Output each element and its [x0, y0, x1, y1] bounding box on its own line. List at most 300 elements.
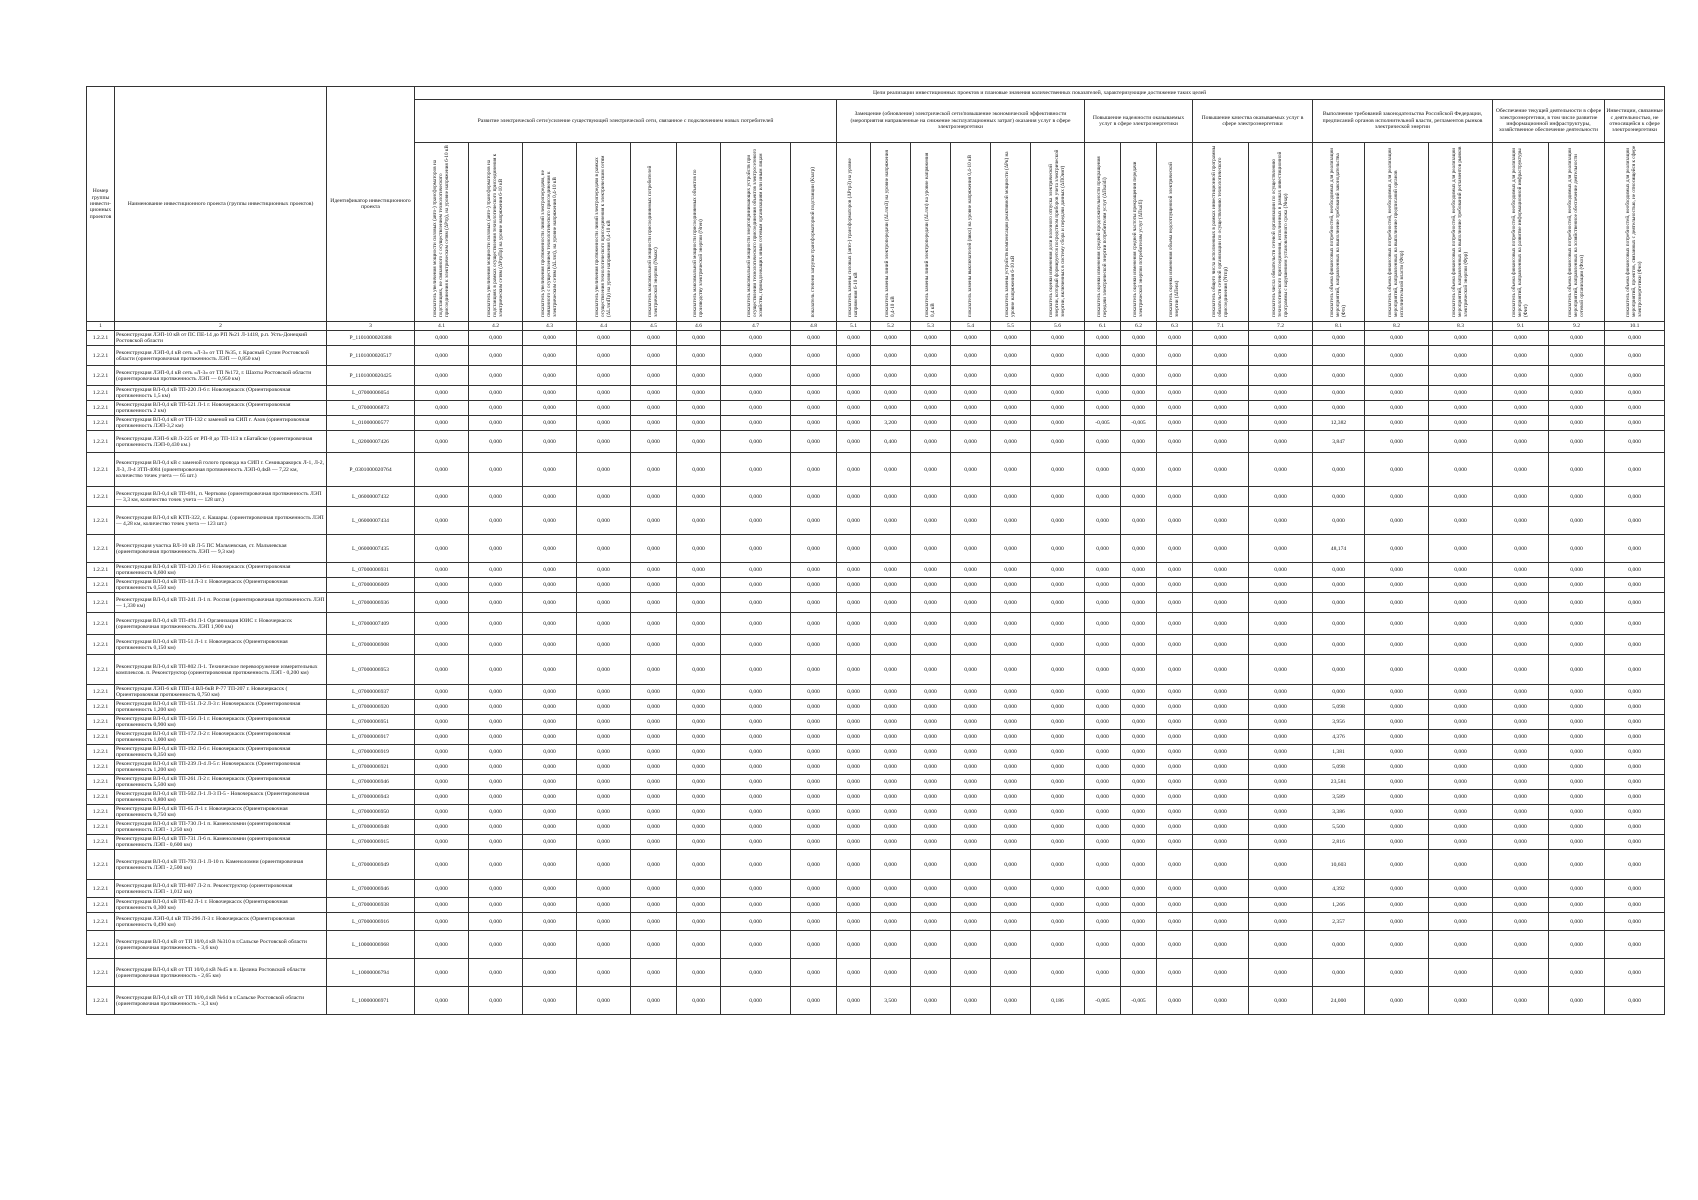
indicator-value-cell: 0,000: [1157, 805, 1193, 820]
indicator-value-cell: 0,000: [991, 730, 1031, 745]
indicator-value-cell: 0,000: [1549, 578, 1605, 593]
column-number: 9.1: [1493, 322, 1549, 331]
indicator-value-cell: 0,000: [837, 535, 871, 563]
indicator-value-cell: 0,000: [1031, 913, 1085, 931]
indicator-value-cell: 0,000: [1157, 775, 1193, 790]
indicator-value-cell: 0,000: [1157, 685, 1193, 700]
indicator-value-cell: 0,000: [469, 366, 523, 386]
indicator-value-cell: 0,000: [1365, 987, 1429, 1015]
project-id-cell: L_10000006968: [327, 931, 415, 959]
indicator-value-cell: 0,000: [1121, 453, 1157, 487]
indicator-value-cell: 0,000: [1429, 775, 1493, 790]
indicator-value-cell: 0,000: [1031, 790, 1085, 805]
indicator-value-cell: 0,000: [911, 416, 951, 431]
indicator-value-cell: 0,000: [991, 685, 1031, 700]
indicator-value-cell: 0,000: [991, 715, 1031, 730]
indicator-value-cell: 0,000: [415, 790, 469, 805]
indicator-value-cell: 0,000: [1193, 745, 1249, 760]
indicator-value-cell: 0,000: [631, 563, 677, 578]
header-indicator-text: показатель максимальной мощности энергопринимающих устройств при осуществлении технологического присоединения объектов электросетевого хозяйства, принадлежащих иным сетевым организациям или иным лицам: [745, 148, 764, 317]
indicator-value-cell: 0,000: [791, 805, 837, 820]
header-indicator: [951, 143, 991, 322]
indicator-value-cell: 0,000: [837, 453, 871, 487]
indicator-value-cell: 0,000: [1493, 959, 1549, 987]
indicator-value-cell: 0,000: [1605, 730, 1665, 745]
indicator-value-cell: 0,000: [991, 507, 1031, 535]
group-number-cell: 1.2.2.1: [87, 401, 115, 416]
indicator-value-cell: 0,000: [1429, 987, 1493, 1015]
indicator-value-cell: 0,000: [837, 331, 871, 346]
indicator-value-cell: 0,000: [1249, 386, 1313, 401]
indicator-value-cell: 0,000: [415, 563, 469, 578]
indicator-value-cell: 0,000: [871, 655, 911, 685]
group-number-cell: 1.2.2.1: [87, 820, 115, 835]
indicator-value-cell: 0,000: [1249, 578, 1313, 593]
indicator-value-cell: 0,000: [951, 898, 991, 913]
indicator-value-cell: 0,000: [1429, 593, 1493, 613]
indicator-value-cell: 0,000: [1121, 700, 1157, 715]
indicator-value-cell: 0,000: [523, 835, 577, 850]
indicator-value-cell: 0,000: [1429, 431, 1493, 453]
indicator-value-cell: 0,000: [1605, 715, 1665, 730]
header-indicator-text: показатель увеличения мощности силовых (авто-) трансформаторов на подстанциях в рамках осуществления технологического присоединения к электрическим сетям (ΔPтрПр) на уровне напряжения 6-10 кВ: [485, 153, 504, 317]
indicator-value-cell: 0,000: [951, 931, 991, 959]
indicator-value-cell: 0,000: [415, 635, 469, 655]
indicator-value-cell: 0,000: [1493, 416, 1549, 431]
project-id-cell: P_1101000020388: [327, 331, 415, 346]
indicator-value-cell: 0,000: [1085, 366, 1121, 386]
indicator-value-cell: 0,000: [1193, 613, 1249, 635]
indicator-value-cell: 0,000: [1493, 835, 1549, 850]
indicator-value-cell: 0,000: [1493, 931, 1549, 959]
indicator-value-cell: 0,000: [1193, 331, 1249, 346]
indicator-value-cell: 0,000: [631, 635, 677, 655]
indicator-value-cell: 0,000: [677, 487, 721, 507]
indicator-value-cell: 0,000: [1493, 987, 1549, 1015]
indicator-value-cell: 0,000: [721, 366, 791, 386]
indicator-value-cell: 0,000: [1429, 850, 1493, 880]
indicator-value-cell: 0,000: [1193, 535, 1249, 563]
indicator-value-cell: 0,000: [523, 820, 577, 835]
indicator-value-cell: 0,000: [871, 760, 911, 775]
indicator-value-cell: 0,000: [991, 760, 1031, 775]
indicator-value-cell: 0,000: [1429, 401, 1493, 416]
project-id-cell: L_06000007435: [327, 535, 415, 563]
project-id-cell: L_07000006908: [327, 635, 415, 655]
table-row: [87, 775, 1665, 790]
column-number: 4.2: [469, 322, 523, 331]
indicator-value-cell: 0,000: [1365, 386, 1429, 401]
indicator-value-cell: 0,000: [991, 898, 1031, 913]
indicator-value-cell: 0,000: [1493, 563, 1549, 578]
header-indicator-text: показатель степени загрузки трансформаторной подстанции (Кзагр): [809, 166, 816, 317]
project-id-cell: L_07000007409: [327, 613, 415, 635]
indicator-value-cell: 0,000: [631, 745, 677, 760]
indicator-value-cell: 0,000: [1249, 593, 1313, 613]
indicator-value-cell: 0,000: [577, 613, 631, 635]
indicator-value-cell: 0,000: [911, 431, 951, 453]
indicator-value-cell: 0,000: [721, 730, 791, 745]
indicator-value-cell: 0,000: [523, 593, 577, 613]
indicator-value-cell: 0,000: [1365, 453, 1429, 487]
header-indicator: [871, 143, 911, 322]
indicator-value-cell: 0,000: [1157, 578, 1193, 593]
indicator-value-cell: 0,000: [577, 578, 631, 593]
indicator-value-cell: 0,000: [1157, 416, 1193, 431]
indicator-value-cell: 0,000: [1429, 331, 1493, 346]
indicator-value-cell: 0,000: [1031, 535, 1085, 563]
indicator-value-cell: 0,000: [837, 613, 871, 635]
indicator-value-cell: 0,000: [791, 487, 837, 507]
indicator-value-cell: 0,000: [1193, 987, 1249, 1015]
indicator-value-cell: 0,000: [523, 507, 577, 535]
indicator-value-cell: 0,000: [1605, 593, 1665, 613]
indicator-value-cell: 0,000: [523, 535, 577, 563]
indicator-value-cell: 0,000: [1249, 850, 1313, 880]
header-indicator-text: показатель максимальной мощности присоединяемых объектов по производству электрической энергии (Nген): [691, 169, 704, 317]
indicator-value-cell: 0,000: [951, 730, 991, 745]
indicator-value-cell: 0,000: [871, 366, 911, 386]
project-name-cell: Реконструкция ЛЭП-10 кВ от ПС ПЕ-14 до РП №21 Л-1418, р.п. Усть-Донецкий Ростовской области: [115, 331, 327, 346]
project-name-cell: Реконструкция ВЛ-0,4 кВ с заменой голого провода на СИП г. Семикаракорск Л-1, Л-2, Л-3, Л-4 ЗТП-4084 (ориентировочная протяженность ЛЭП-0,4кВ — 7,22 км, количество точек учета — 65 шт.): [115, 453, 327, 487]
header-indicator-text: показатель максимальной мощности присоединяемых потребителей электрической энергии (Nмакс): [646, 165, 659, 317]
indicator-value-cell: 0,000: [1193, 386, 1249, 401]
indicator-value-cell: 0,000: [1249, 685, 1313, 700]
indicator-value-cell: 3,847: [1313, 431, 1365, 453]
indicator-value-cell: 0,000: [469, 700, 523, 715]
table-row: [87, 987, 1665, 1015]
table-row: [87, 880, 1665, 898]
indicator-value-cell: 0,186: [1031, 987, 1085, 1015]
project-name-cell: Реконструкция участка ВЛ-10 кВ Л-5 ПС Мальчевская, ст. Мальчевская (ориентировочная протяженность ЛЭП — 9,3 км): [115, 535, 327, 563]
indicator-value-cell: 0,000: [677, 685, 721, 700]
indicator-value-cell: 0,000: [1365, 805, 1429, 820]
indicator-value-cell: 0,000: [1605, 805, 1665, 820]
group-number-cell: 1.2.2.1: [87, 416, 115, 431]
indicator-value-cell: 0,000: [1365, 835, 1429, 850]
indicator-value-cell: 0,000: [1031, 835, 1085, 850]
indicator-value-cell: 0,000: [1031, 416, 1085, 431]
indicator-value-cell: 0,000: [1313, 401, 1365, 416]
indicator-value-cell: 0,000: [911, 805, 951, 820]
indicator-value-cell: 0,000: [871, 386, 911, 401]
indicator-value-cell: 0,000: [415, 593, 469, 613]
indicator-value-cell: 0,000: [871, 700, 911, 715]
column-number: 10.1: [1605, 322, 1665, 331]
header-indicator-text: показатель объема финансовых потребностей, необходимых для реализации мероприятий, направленных на выполнение требований законодательства (Фтз): [1328, 148, 1347, 317]
indicator-value-cell: 0,000: [469, 959, 523, 987]
header-indicator: [1549, 143, 1605, 322]
indicator-value-cell: 0,000: [523, 745, 577, 760]
project-id-cell: L_07000006915: [327, 835, 415, 850]
group-number-cell: 1.2.2.1: [87, 913, 115, 931]
indicator-value-cell: 0,000: [469, 453, 523, 487]
header-indicator-text: показатель замены выключателей (nвкл) на уровне напряжения 0,4-10 кВ: [966, 154, 973, 317]
project-id-cell: L_02000007426: [327, 431, 415, 453]
column-number: 4.4: [577, 322, 631, 331]
indicator-value-cell: 0,000: [577, 431, 631, 453]
indicator-value-cell: 0,000: [577, 366, 631, 386]
indicator-value-cell: 0,000: [1085, 880, 1121, 898]
indicator-value-cell: 0,000: [991, 386, 1031, 401]
indicator-value-cell: 0,000: [677, 593, 721, 613]
indicator-value-cell: 0,000: [791, 820, 837, 835]
indicator-value-cell: 0,000: [951, 835, 991, 850]
indicator-value-cell: 0,000: [1549, 880, 1605, 898]
indicator-value-cell: 0,000: [837, 931, 871, 959]
indicator-value-cell: 0,000: [911, 850, 951, 880]
group-number-cell: 1.2.2.1: [87, 487, 115, 507]
indicator-value-cell: 0,000: [1031, 331, 1085, 346]
indicator-value-cell: 0,000: [1249, 805, 1313, 820]
header-indicator: [1193, 143, 1249, 322]
indicator-value-cell: 0,000: [1493, 613, 1549, 635]
indicator-value-cell: 0,000: [469, 715, 523, 730]
project-id-cell: P_1101000020425: [327, 366, 415, 386]
indicator-value-cell: 0,000: [1249, 453, 1313, 487]
indicator-value-cell: 0,000: [523, 613, 577, 635]
indicator-value-cell: 0,000: [1429, 386, 1493, 401]
indicator-value-cell: 0,000: [1085, 820, 1121, 835]
indicator-value-cell: 2,357: [1313, 913, 1365, 931]
indicator-value-cell: 0,000: [1031, 931, 1085, 959]
indicator-value-cell: 0,000: [469, 535, 523, 563]
group-number-cell: 1.2.2.1: [87, 346, 115, 366]
indicator-value-cell: 0,000: [1193, 730, 1249, 745]
indicator-value-cell: 0,000: [1429, 700, 1493, 715]
header-goal-group: Обеспечение текущей деятельности в сфере электроэнергетики, в том числе развитие информационной инфраструктуры, хозяйственное обеспечение деятельности: [1493, 100, 1605, 143]
indicator-value-cell: 0,000: [1493, 453, 1549, 487]
indicator-value-cell: 0,000: [1249, 913, 1313, 931]
indicator-value-cell: 0,000: [415, 775, 469, 790]
project-id-cell: L_07000006920: [327, 700, 415, 715]
indicator-value-cell: 0,000: [1365, 401, 1429, 416]
indicator-value-cell: 0,000: [1493, 715, 1549, 730]
project-id-cell: L_07000006953: [327, 655, 415, 685]
indicator-value-cell: 0,000: [1429, 655, 1493, 685]
indicator-value-cell: 0,000: [1031, 880, 1085, 898]
indicator-value-cell: 0,000: [677, 880, 721, 898]
indicator-value-cell: 0,000: [577, 563, 631, 578]
project-id-cell: L_07000006009: [327, 578, 415, 593]
header-goal-group: Инвестиции, связанные с деятельностью, не относящейся к сфере электроэнергетики: [1605, 100, 1665, 143]
indicator-value-cell: 0,000: [469, 613, 523, 635]
header-indicator-text: показатель оценки изменения средней частоты прекращения передачи электрической энергии потребителям услуг (ΔПsaifi): [1131, 161, 1144, 317]
indicator-value-cell: 0,000: [1605, 850, 1665, 880]
indicator-value-cell: 0,000: [951, 487, 991, 507]
indicator-value-cell: 0,000: [1549, 760, 1605, 775]
indicator-value-cell: 0,000: [631, 346, 677, 366]
indicator-value-cell: 0,000: [1605, 745, 1665, 760]
column-number: 6.3: [1157, 322, 1193, 331]
indicator-value-cell: 0,000: [1193, 655, 1249, 685]
indicator-value-cell: 0,000: [677, 790, 721, 805]
group-number-cell: 1.2.2.1: [87, 655, 115, 685]
indicator-value-cell: 0,000: [837, 745, 871, 760]
header-indicator-text: показатель объема финансовых потребностей, необходимых для реализации мероприятий, направленных на хозяйственное обеспечение деятельности сетевой организации (Фхоз): [1566, 148, 1585, 317]
indicator-value-cell: 0,000: [721, 386, 791, 401]
indicator-value-cell: 0,000: [871, 487, 911, 507]
indicator-value-cell: 0,000: [523, 635, 577, 655]
indicator-value-cell: 0,000: [1193, 805, 1249, 820]
indicator-value-cell: 0,000: [415, 700, 469, 715]
indicator-value-cell: 0,000: [1605, 386, 1665, 401]
indicator-value-cell: 0,000: [415, 931, 469, 959]
indicator-value-cell: 0,000: [577, 635, 631, 655]
indicator-value-cell: 0,000: [1193, 593, 1249, 613]
indicator-value-cell: 0,000: [951, 535, 991, 563]
table-row: [87, 760, 1665, 775]
indicator-value-cell: 0,000: [1121, 805, 1157, 820]
indicator-value-cell: 4,376: [1313, 730, 1365, 745]
indicator-value-cell: 0,000: [911, 820, 951, 835]
indicator-value-cell: 0,000: [415, 655, 469, 685]
indicator-value-cell: 0,000: [837, 730, 871, 745]
indicator-value-cell: 0,000: [1365, 820, 1429, 835]
indicator-value-cell: 0,000: [577, 913, 631, 931]
project-id-cell: L_07000006873: [327, 401, 415, 416]
indicator-value-cell: 0,000: [721, 959, 791, 987]
indicator-value-cell: 0,000: [1429, 535, 1493, 563]
indicator-value-cell: 0,000: [721, 850, 791, 880]
indicator-value-cell: 0,000: [1121, 593, 1157, 613]
indicator-value-cell: 0,000: [1249, 730, 1313, 745]
indicator-value-cell: 0,000: [837, 790, 871, 805]
header-goal-group: Развитие электрической сети/усиление существующей электрической сети, связанное с подключением новых потребителей: [415, 100, 837, 143]
indicator-value-cell: 0,000: [1549, 959, 1605, 987]
project-name-cell: Реконструкция ЛЭП-0,4 кВ сеть «Л-3» от ТП №172, г. Шахты Ростовской области (ориентировочная протяженность ЛЭП — 0,950 км): [115, 366, 327, 386]
project-name-cell: Реконструкция ВЛ-0,4 кВ ТП-261 Л-2 г. Новочеркасск (Ориентировочная протяженность 5,500 км): [115, 775, 327, 790]
indicator-value-cell: 0,000: [791, 931, 837, 959]
indicator-value-cell: 0,000: [1085, 563, 1121, 578]
header-goal-group: Выполнение требований законодательства Российской Федерации, предписаний органов исполнительной власти, регламентов рынков электрической энергии: [1313, 100, 1493, 143]
indicator-value-cell: 0,000: [415, 535, 469, 563]
indicator-value-cell: 0,000: [631, 913, 677, 931]
indicator-value-cell: 0,000: [1313, 507, 1365, 535]
project-id-cell: L_07000006950: [327, 805, 415, 820]
indicator-value-cell: 0,000: [791, 593, 837, 613]
indicator-value-cell: 0,000: [837, 507, 871, 535]
indicator-value-cell: 0,000: [1313, 563, 1365, 578]
indicator-value-cell: 0,000: [1031, 760, 1085, 775]
indicator-value-cell: 0,000: [1549, 487, 1605, 507]
indicator-value-cell: 0,000: [1157, 655, 1193, 685]
column-number: 3: [327, 322, 415, 331]
indicator-value-cell: 0,000: [469, 507, 523, 535]
indicator-value-cell: 0,000: [1121, 346, 1157, 366]
indicator-value-cell: 0,000: [631, 613, 677, 635]
indicator-value-cell: 0,000: [1121, 613, 1157, 635]
indicator-value-cell: 0,000: [1365, 790, 1429, 805]
indicator-value-cell: 0,000: [677, 931, 721, 959]
header-indicator: [631, 143, 677, 322]
table-row: [87, 535, 1665, 563]
header-goal-group: Повышение качества оказываемых услуг в сфере электроэнергетики: [1193, 100, 1313, 143]
indicator-value-cell: 0,000: [1085, 507, 1121, 535]
indicator-value-cell: 0,000: [1605, 959, 1665, 987]
indicator-value-cell: 0,000: [1365, 487, 1429, 507]
indicator-value-cell: 0,000: [577, 593, 631, 613]
indicator-value-cell: 0,000: [577, 401, 631, 416]
indicator-value-cell: 0,000: [1157, 386, 1193, 401]
indicator-value-cell: 0,000: [1193, 487, 1249, 507]
column-number: 5.4: [951, 322, 991, 331]
indicator-value-cell: 0,000: [677, 453, 721, 487]
indicator-value-cell: 0,000: [1313, 613, 1365, 635]
header-indicator: [721, 143, 791, 322]
indicator-value-cell: 0,000: [1605, 931, 1665, 959]
indicator-value-cell: 0,000: [469, 835, 523, 850]
indicator-value-cell: 0,000: [577, 331, 631, 346]
indicator-value-cell: 0,000: [577, 730, 631, 745]
indicator-value-cell: 0,000: [1121, 715, 1157, 730]
indicator-value-cell: 0,000: [721, 613, 791, 635]
indicator-value-cell: 0,000: [837, 850, 871, 880]
indicator-value-cell: 0,000: [1493, 655, 1549, 685]
indicator-value-cell: 0,000: [415, 507, 469, 535]
indicator-value-cell: 0,000: [1549, 835, 1605, 850]
indicator-value-cell: 0,000: [1249, 775, 1313, 790]
header-indicator-text: показатель объема финансовых потребностей, необходимых для реализации мероприятий, направленных на выполнение предписаний органов исполнительной власти (Фпр): [1386, 148, 1405, 317]
indicator-value-cell: 0,000: [1549, 790, 1605, 805]
indicator-value-cell: 0,000: [791, 655, 837, 685]
indicator-value-cell: 0,000: [1121, 760, 1157, 775]
indicator-value-cell: 0,000: [837, 820, 871, 835]
indicator-value-cell: 0,000: [1249, 507, 1313, 535]
indicator-value-cell: 0,000: [837, 880, 871, 898]
project-id-cell: L_07000006951: [327, 715, 415, 730]
indicator-value-cell: 0,000: [837, 898, 871, 913]
indicator-value-cell: 0,000: [837, 655, 871, 685]
indicator-value-cell: 0,000: [469, 401, 523, 416]
indicator-value-cell: 0,000: [1365, 745, 1429, 760]
indicator-value-cell: 0,000: [1605, 898, 1665, 913]
indicator-value-cell: 0,000: [1605, 431, 1665, 453]
indicator-value-cell: 0,000: [1605, 535, 1665, 563]
column-number: 5.2: [871, 322, 911, 331]
indicator-value-cell: 0,000: [631, 416, 677, 431]
indicator-value-cell: 0,000: [1493, 745, 1549, 760]
indicator-value-cell: 0,000: [1193, 715, 1249, 730]
indicator-value-cell: 0,000: [631, 715, 677, 730]
indicator-value-cell: 0,000: [523, 913, 577, 931]
indicator-value-cell: 0,000: [1493, 346, 1549, 366]
indicator-value-cell: 0,000: [677, 760, 721, 775]
project-id-cell: L_07000006936: [327, 593, 415, 613]
indicator-value-cell: 0,000: [837, 775, 871, 790]
column-number: 4.5: [631, 322, 677, 331]
indicator-value-cell: 0,000: [469, 487, 523, 507]
indicator-value-cell: 0,000: [677, 431, 721, 453]
indicator-value-cell: 0,000: [1429, 366, 1493, 386]
indicator-value-cell: 5,500: [1313, 820, 1365, 835]
indicator-value-cell: 0,000: [1193, 416, 1249, 431]
indicator-value-cell: 0,000: [951, 987, 991, 1015]
indicator-value-cell: 0,000: [911, 331, 951, 346]
group-number-cell: 1.2.2.1: [87, 453, 115, 487]
table-row: [87, 790, 1665, 805]
indicator-value-cell: 0,000: [677, 835, 721, 850]
project-name-cell: Реконструкция ЛЭП-0,4 кВ сеть «Л-3» от ТП №35, г. Красный Сулин Ростовской области (ориентировочная протяженность ЛЭП — 0,850 км): [115, 346, 327, 366]
indicator-value-cell: 0,000: [791, 685, 837, 700]
indicator-value-cell: 0,000: [523, 730, 577, 745]
indicator-value-cell: 0,000: [415, 331, 469, 346]
indicator-value-cell: 0,000: [677, 850, 721, 880]
indicator-value-cell: 0,000: [1031, 685, 1085, 700]
indicator-value-cell: 0,000: [1429, 346, 1493, 366]
indicator-value-cell: 0,000: [871, 331, 911, 346]
indicator-value-cell: 0,000: [1549, 346, 1605, 366]
